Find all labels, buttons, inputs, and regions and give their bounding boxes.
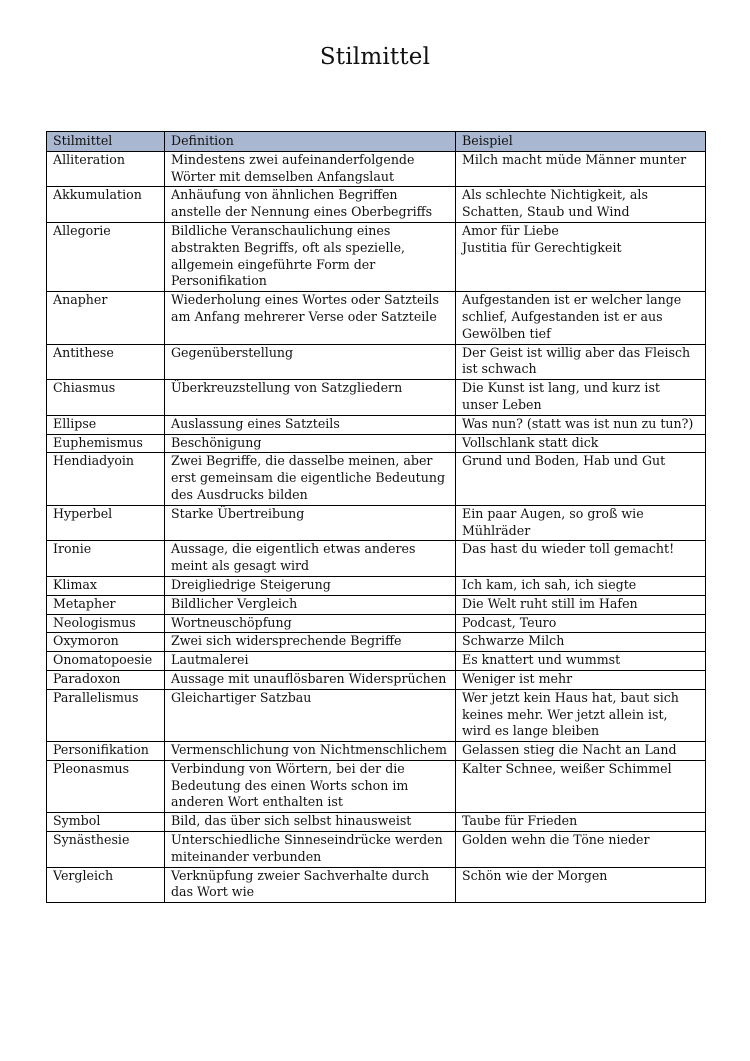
cell-beispiel: Schön wie der Morgen (456, 867, 706, 903)
cell-definition: Bildliche Veranschaulichung eines abstrakten Begriffs, oft als spezielle, allgemein eingeführte Form der Personifikation (165, 222, 456, 291)
table-row (47, 541, 706, 577)
table-row (47, 380, 706, 416)
cell-definition: Zwei sich widersprechende Begriffe (165, 633, 456, 652)
stilmittel-table (46, 131, 706, 903)
table-header (47, 132, 706, 152)
table-row (47, 222, 706, 291)
table-row (47, 652, 706, 671)
cell-stilmittel: Metapher (47, 595, 165, 614)
header-stilmittel: Stilmittel (47, 132, 165, 152)
cell-beispiel: Vollschlank statt dick (456, 434, 706, 453)
cell-beispiel: Podcast, Teuro (456, 614, 706, 633)
cell-stilmittel: Pleonasmus (47, 760, 165, 812)
table-row (47, 867, 706, 903)
cell-beispiel: Was nun? (statt was ist nun zu tun?) (456, 415, 706, 434)
cell-stilmittel: Klimax (47, 576, 165, 595)
cell-definition: Mindestens zwei aufeinanderfolgende Wörter mit demselben Anfangslaut (165, 151, 456, 187)
cell-beispiel: Der Geist ist willig aber das Fleisch ist schwach (456, 344, 706, 380)
cell-definition: Vermenschlichung von Nichtmenschlichem (165, 742, 456, 761)
cell-beispiel: Aufgestanden ist er welcher lange schlief, Aufgestanden ist er aus Gewölben tief (456, 292, 706, 344)
cell-beispiel: Als schlechte Nichtigkeit, als Schatten, Staub und Wind (456, 187, 706, 223)
cell-stilmittel: Symbol (47, 813, 165, 832)
cell-stilmittel: Alliteration (47, 151, 165, 187)
cell-beispiel: Kalter Schnee, weißer Schimmel (456, 760, 706, 812)
cell-stilmittel: Parallelismus (47, 689, 165, 741)
table-row (47, 614, 706, 633)
cell-stilmittel: Anapher (47, 292, 165, 344)
cell-definition: Starke Übertreibung (165, 505, 456, 541)
cell-definition: Lautmalerei (165, 652, 456, 671)
table-row (47, 832, 706, 868)
table-row (47, 742, 706, 761)
cell-beispiel: Wer jetzt kein Haus hat, baut sich keines mehr. Wer jetzt allein ist, wird es lange bleiben (456, 689, 706, 741)
cell-definition: Aussage mit unauflösbaren Widersprüchen (165, 670, 456, 689)
cell-definition: Gleichartiger Satzbau (165, 689, 456, 741)
table-row (47, 689, 706, 741)
cell-beispiel: Ich kam, ich sah, ich siegte (456, 576, 706, 595)
cell-definition: Bildlicher Vergleich (165, 595, 456, 614)
cell-definition: Beschönigung (165, 434, 456, 453)
cell-stilmittel: Paradoxon (47, 670, 165, 689)
page-title: Stilmittel (319, 44, 431, 70)
cell-stilmittel: Oxymoron (47, 633, 165, 652)
table-row (47, 760, 706, 812)
table-row (47, 633, 706, 652)
cell-definition: Gegenüberstellung (165, 344, 456, 380)
table-header-row (47, 132, 706, 152)
cell-beispiel: Die Welt ruht still im Hafen (456, 595, 706, 614)
cell-beispiel: Grund und Boden, Hab und Gut (456, 453, 706, 505)
cell-beispiel: Die Kunst ist lang, und kurz ist unser Leben (456, 380, 706, 416)
cell-beispiel: Das hast du wieder toll gemacht! (456, 541, 706, 577)
cell-stilmittel: Antithese (47, 344, 165, 380)
table-row (47, 453, 706, 505)
table-row (47, 434, 706, 453)
table-body (47, 151, 706, 902)
table-row (47, 187, 706, 223)
cell-stilmittel: Neologismus (47, 614, 165, 633)
cell-definition: Zwei Begriffe, die dasselbe meinen, aber erst gemeinsam die eigentliche Bedeutung des Ausdrucks bilden (165, 453, 456, 505)
cell-definition: Auslassung eines Satzteils (165, 415, 456, 434)
cell-beispiel: Weniger ist mehr (456, 670, 706, 689)
table-row (47, 344, 706, 380)
cell-stilmittel: Hendiadyoin (47, 453, 165, 505)
cell-definition: Wortneuschöpfung (165, 614, 456, 633)
cell-stilmittel: Allegorie (47, 222, 165, 291)
table-row (47, 670, 706, 689)
cell-stilmittel: Synästhesie (47, 832, 165, 868)
cell-beispiel: Ein paar Augen, so groß wie Mühlräder (456, 505, 706, 541)
cell-definition: Dreigliedrige Steigerung (165, 576, 456, 595)
table-row (47, 595, 706, 614)
cell-stilmittel: Akkumulation (47, 187, 165, 223)
cell-definition: Verbindung von Wörtern, bei der die Bedeutung des einen Worts schon im anderen Wort enthalten ist (165, 760, 456, 812)
table-row (47, 292, 706, 344)
cell-definition: Anhäufung von ähnlichen Begriffen anstelle der Nennung eines Oberbegriffs (165, 187, 456, 223)
cell-stilmittel: Ironie (47, 541, 165, 577)
table-row (47, 576, 706, 595)
cell-definition: Aussage, die eigentlich etwas anderes meint als gesagt wird (165, 541, 456, 577)
table-row (47, 505, 706, 541)
header-beispiel: Beispiel (456, 132, 706, 152)
cell-beispiel: Milch macht müde Männer munter (456, 151, 706, 187)
cell-stilmittel: Ellipse (47, 415, 165, 434)
cell-beispiel: Amor für Liebe Justitia für Gerechtigkeit (456, 222, 706, 291)
cell-stilmittel: Onomatopoesie (47, 652, 165, 671)
cell-beispiel: Es knattert und wummst (456, 652, 706, 671)
cell-beispiel: Taube für Frieden (456, 813, 706, 832)
table-row (47, 813, 706, 832)
cell-stilmittel: Hyperbel (47, 505, 165, 541)
cell-definition: Bild, das über sich selbst hinausweist (165, 813, 456, 832)
table-row (47, 151, 706, 187)
cell-definition: Unterschiedliche Sinneseindrücke werden miteinander verbunden (165, 832, 456, 868)
cell-definition: Überkreuzstellung von Satzgliedern (165, 380, 456, 416)
table-row (47, 415, 706, 434)
cell-beispiel: Gelassen stieg die Nacht an Land (456, 742, 706, 761)
cell-definition: Verknüpfung zweier Sachverhalte durch das Wort wie (165, 867, 456, 903)
cell-beispiel: Golden wehn die Töne nieder (456, 832, 706, 868)
cell-stilmittel: Personifikation (47, 742, 165, 761)
cell-stilmittel: Chiasmus (47, 380, 165, 416)
stilmittel-table-container (46, 131, 705, 903)
header-definition: Definition (165, 132, 456, 152)
cell-stilmittel: Vergleich (47, 867, 165, 903)
cell-stilmittel: Euphemismus (47, 434, 165, 453)
cell-definition: Wiederholung eines Wortes oder Satzteils am Anfang mehrerer Verse oder Satzteile (165, 292, 456, 344)
cell-beispiel: Schwarze Milch (456, 633, 706, 652)
